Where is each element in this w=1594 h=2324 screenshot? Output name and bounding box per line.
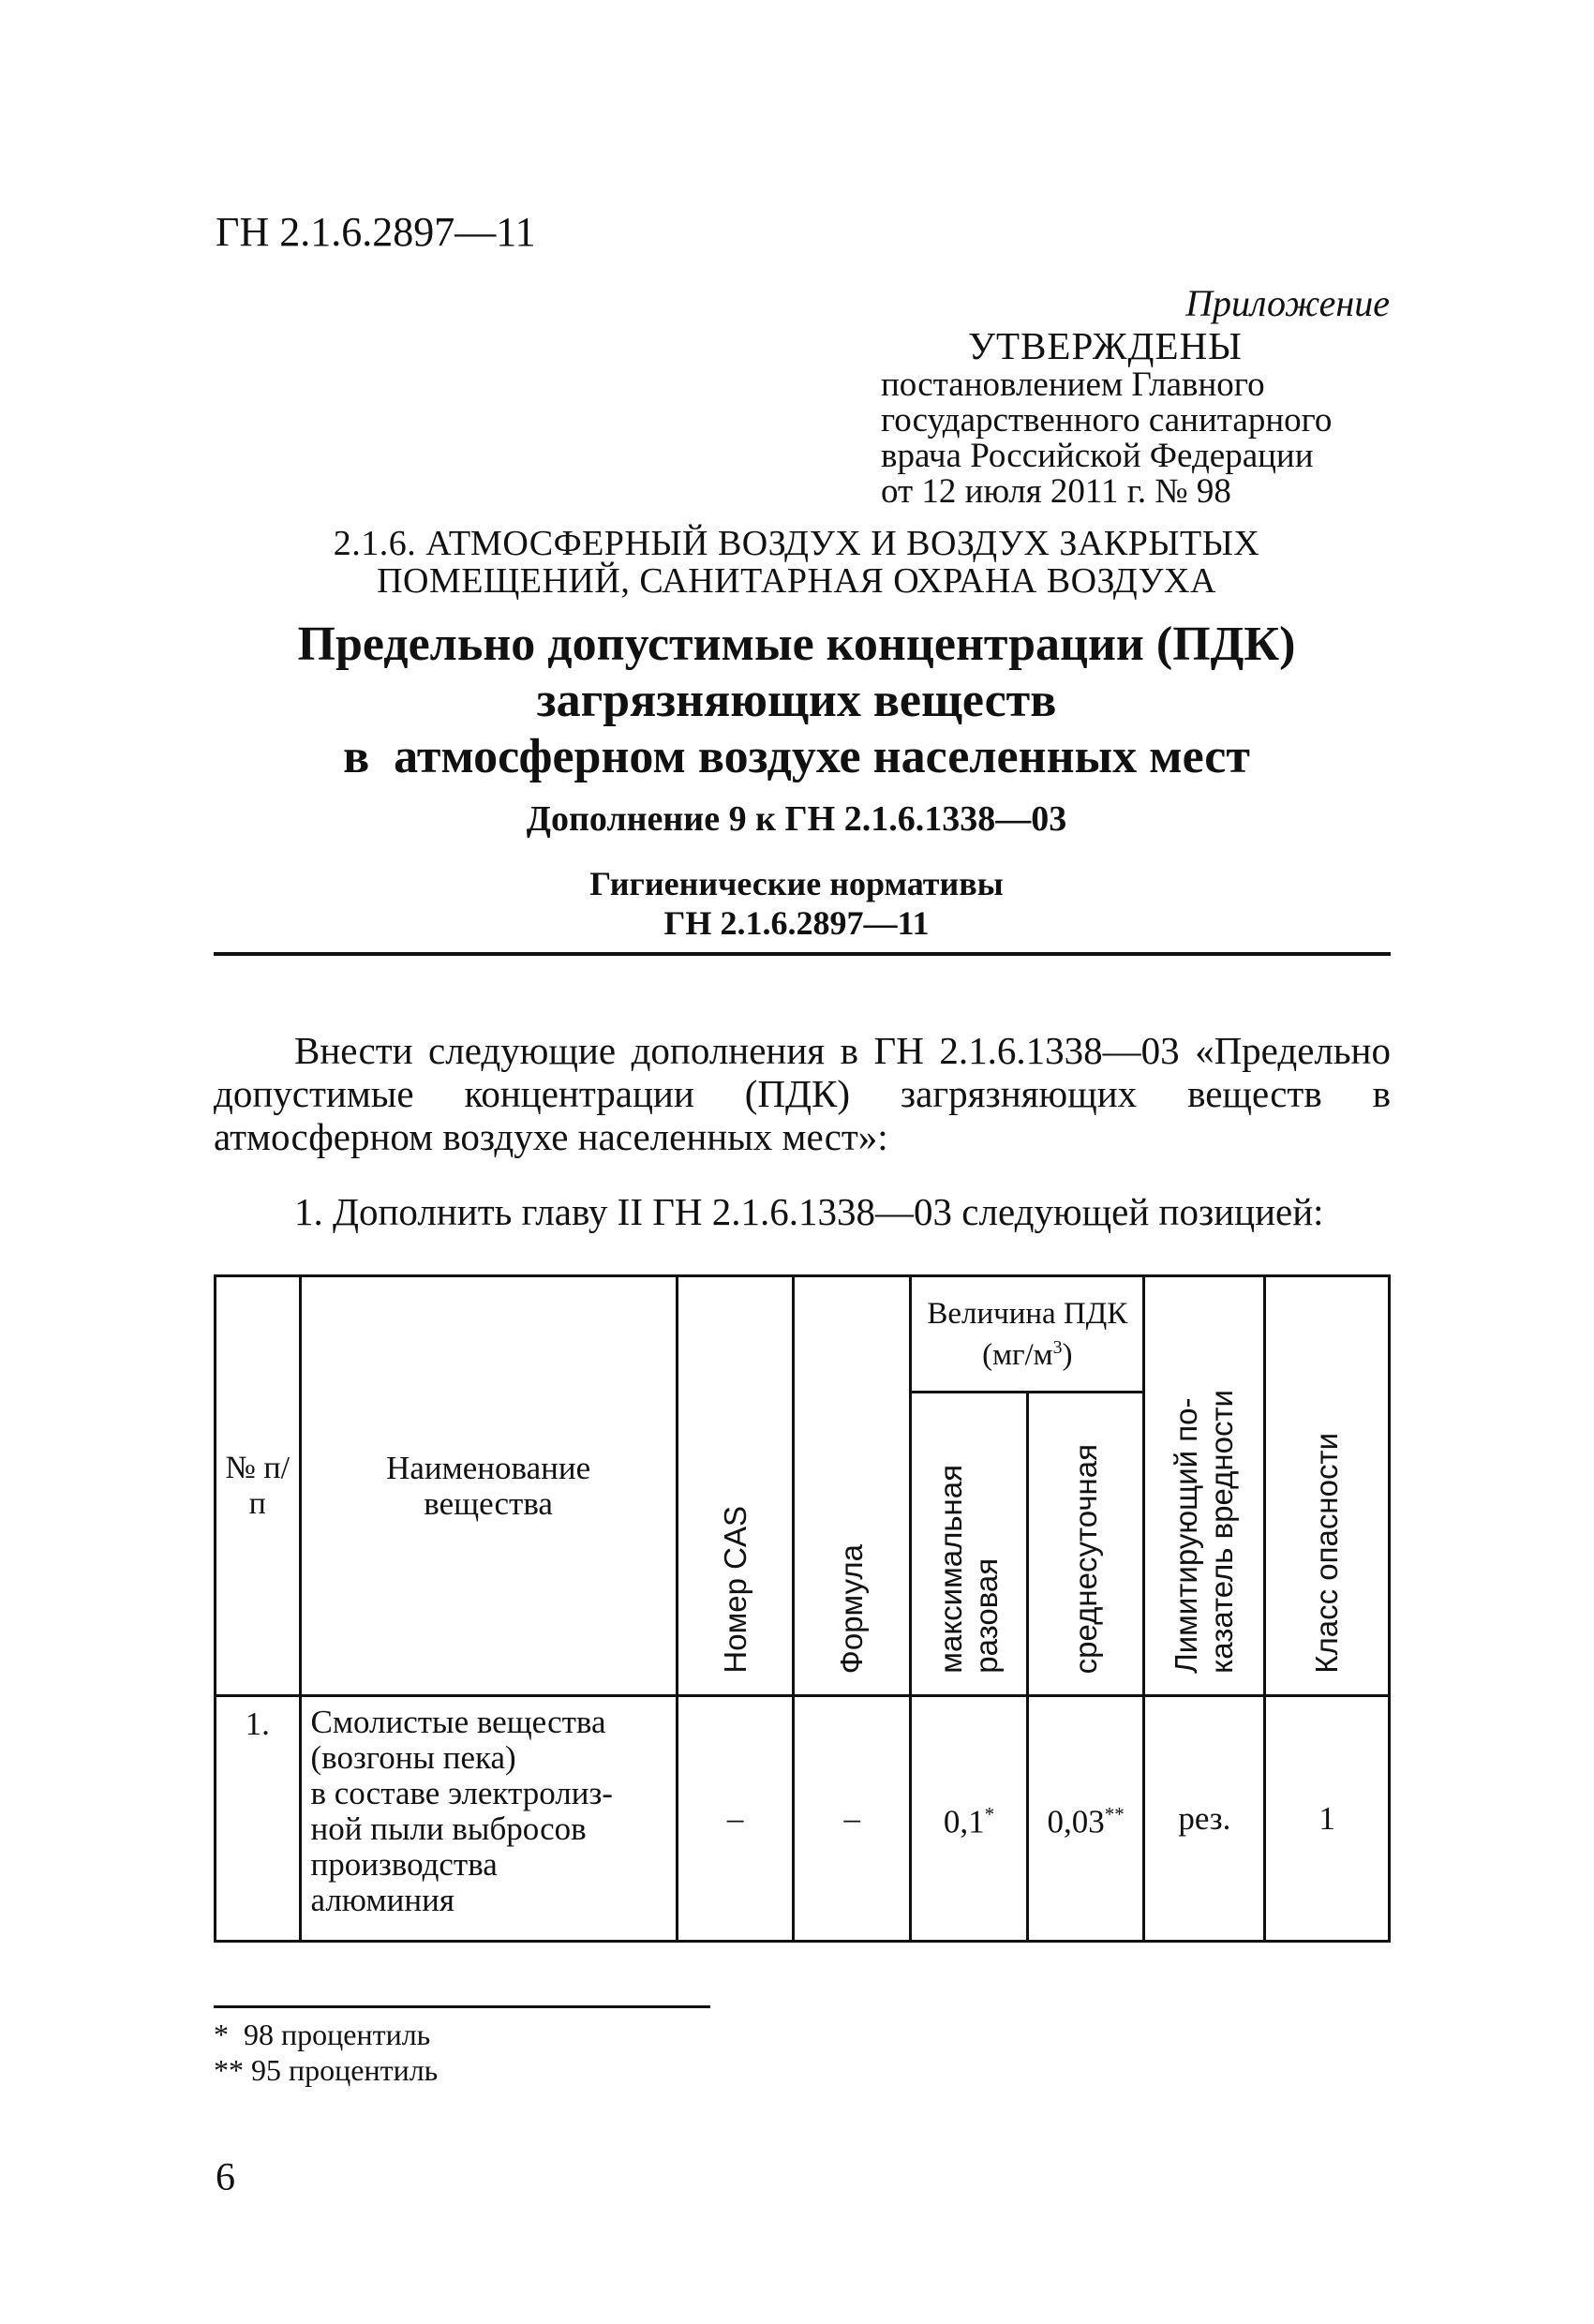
header-pdk — [911, 1276, 1144, 1393]
row-limit: рез. — [1144, 1696, 1265, 1942]
footnote-divider — [214, 2005, 710, 2008]
header-formula — [794, 1276, 911, 1696]
norms-line: Гигиенические нормативы — [589, 865, 1004, 902]
approval-line: от 12 июля 2011 г. № 98 — [881, 472, 1231, 511]
row-cas: – — [677, 1696, 794, 1942]
header-daily-text: среднесуточная — [1067, 1443, 1103, 1674]
row-num: 1. — [216, 1696, 301, 1942]
section-line: ПОМЕЩЕНИЙ, САНИТАРНАЯ ОХРАНА ВОЗДУХА — [377, 561, 1216, 601]
footnotes — [214, 2017, 438, 2088]
header-pdk-text: Величина ПДК (мг/м — [927, 1296, 1128, 1372]
title-divider — [214, 952, 1391, 956]
table-row — [216, 1696, 1390, 1942]
footnote: ** 95 процентиль — [214, 2053, 439, 2087]
document-code: ГН 2.1.6.2897—11 — [216, 209, 536, 255]
item-paragraph: 1. Дополнить главу II ГН 2.1.6.1338—03 следующей позицией: — [294, 1190, 1324, 1233]
header-hazard-text: Класс опасности — [1309, 1433, 1345, 1674]
row-max-mark: * — [984, 1803, 995, 1826]
header-limit — [1144, 1276, 1265, 1696]
header-formula-text: Формула — [834, 1543, 870, 1674]
row-name-line: алюминия — [310, 1882, 454, 1918]
norms-line: ГН 2.1.6.2897—11 — [663, 904, 930, 942]
footnote: * 98 процентиль — [214, 2018, 431, 2051]
title-line: в атмосферном воздухе населенных мест — [343, 730, 1250, 783]
row-formula: – — [794, 1696, 911, 1942]
approval-line: врача Российской Федерации — [881, 437, 1314, 475]
header-hazard — [1265, 1276, 1390, 1696]
header-max-text: максимальная разовая — [932, 1465, 1004, 1674]
approval-line: постановлением Главного — [881, 365, 1265, 404]
header-num: № п/п — [216, 1276, 301, 1696]
header-limit-text: Лимитирующий по- казатель вредности — [1169, 1390, 1240, 1674]
header-daily — [1027, 1393, 1144, 1696]
section-line: 2.1.6. АТМОСФЕРНЫЙ ВОЗДУХ И ВОЗДУХ ЗАКРЫТЫХ — [333, 524, 1260, 563]
document-title — [216, 617, 1378, 785]
row-name-line: Смолистые вещества — [310, 1704, 606, 1740]
header-pdk-close: ) — [1062, 1337, 1073, 1372]
row-name-line: в составе электролиз- — [310, 1775, 613, 1811]
intro-paragraph: Внести следующие дополнения в ГН 2.1.6.1338—03 «Предельно допустимые концентрации (ПДК) загрязняющих веществ в атмосферном воздухе населенных мест»: — [214, 1029, 1391, 1158]
header-cas-text: Номер CAS — [717, 1506, 752, 1674]
row-daily: 0,03** — [1027, 1696, 1144, 1942]
appendix-label: Приложение — [1185, 282, 1390, 324]
page-number: 6 — [216, 2156, 235, 2199]
norms-heading — [216, 864, 1378, 943]
row-name-line: производства — [310, 1846, 498, 1883]
header-max — [911, 1393, 1028, 1696]
header-cas — [677, 1276, 794, 1696]
supplement-heading: Дополнение 9 к ГН 2.1.6.1338—03 — [526, 799, 1067, 839]
approval-block — [881, 324, 1333, 511]
row-daily-mark: ** — [1104, 1803, 1125, 1826]
header-pdk-sup: 3 — [1052, 1336, 1063, 1358]
row-name-line: ной пыли выбросов — [310, 1810, 587, 1847]
title-line: Предельно допустимые концентрации (ПДК) — [297, 618, 1296, 671]
row-name — [300, 1696, 677, 1942]
row-hazard: 1 — [1265, 1696, 1390, 1942]
approved-label: УТВЕРЖДЕНЫ — [968, 324, 1243, 367]
approval-line: государственного санитарного — [881, 401, 1333, 439]
title-line: загрязняющих веществ — [536, 674, 1057, 727]
section-heading — [216, 525, 1378, 600]
table-header-row — [216, 1276, 1390, 1393]
row-name-line: (возгоны пека) — [310, 1739, 516, 1776]
row-max: 0,1* — [911, 1696, 1028, 1942]
header-name: Наименование вещества — [300, 1276, 677, 1696]
norms-table — [214, 1274, 1391, 1943]
